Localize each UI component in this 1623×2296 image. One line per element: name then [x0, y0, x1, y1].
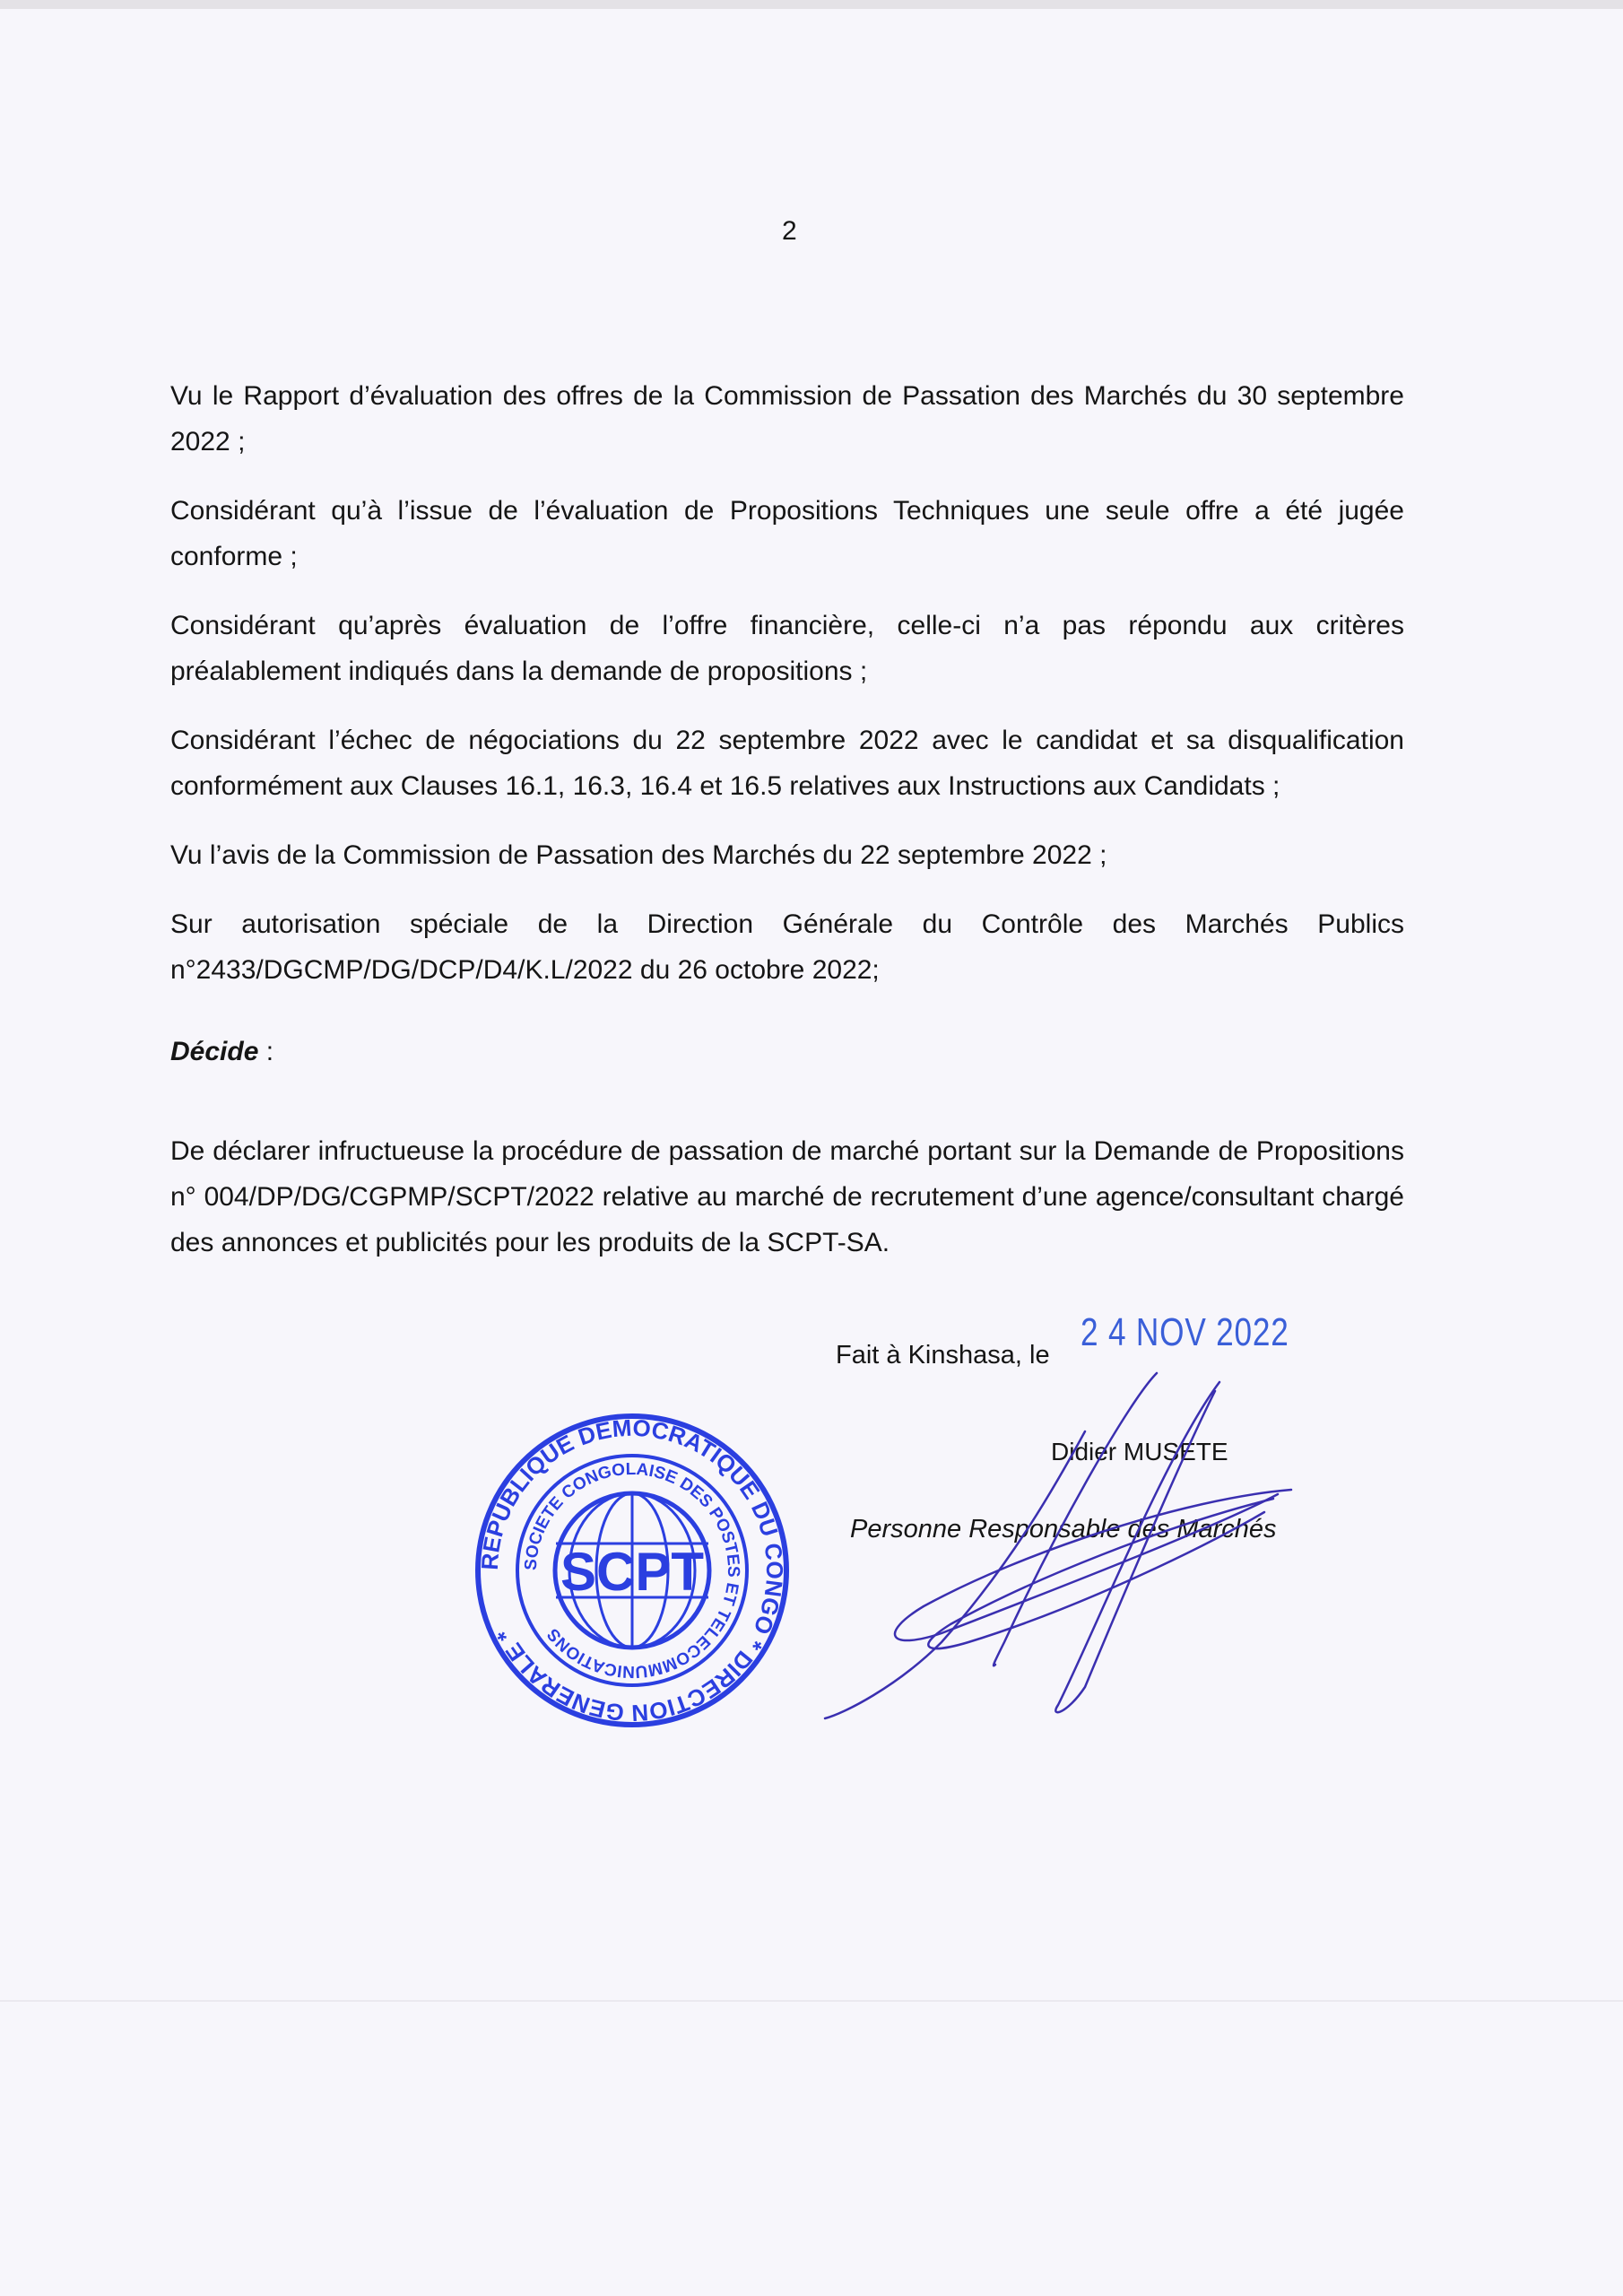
scan-fold-line — [0, 2000, 1623, 2002]
place-text: Fait à Kinshasa, le — [836, 1341, 1050, 1370]
decide-label: Décide — [170, 1037, 259, 1066]
paragraph-avis-commission: Vu l’avis de la Commission de Passation des Marchés du 22 septembre 2022 ; — [170, 840, 1107, 870]
decide-heading — [170, 1029, 1404, 1074]
paragraph-negociations: Considérant l’échec de négociations du 22 septembre 2022 avec le candidat et sa disqualification conformément aux Clauses 16.1, 16.3, 16.4 et 16.5 relatives aux Instructions aux Candidats ; — [170, 726, 1404, 801]
seal-outer-text: REPUBLIQUE DEMOCRATIQUE DU CONGO * DIRECTION GENERALE * — [475, 1413, 789, 1727]
seal-center-text: SCPT — [560, 1542, 705, 1602]
signature-block — [170, 1310, 1404, 1777]
signatory-role: Personne Responsable des Marchés — [850, 1515, 1277, 1544]
document-body — [170, 373, 1404, 1777]
decide-colon: : — [258, 1037, 274, 1066]
signatory-name: Didier MUSETE — [1051, 1438, 1228, 1465]
paragraph-decision: De déclarer infructueuse la procédure de passation de marché portant sur la Demande de Propositions n° 004/DP/DG/CGPMP/SCPT/2022 relative au marché de recrutement d’une agence/consultant chargé des annonces et publicités pour les produits de la SCPT-SA. — [170, 1136, 1404, 1257]
scan-edge — [0, 0, 1623, 9]
paragraph-offre-financiere: Considérant qu’après évaluation de l’offre financière, celle-ci n’a pas répondu aux critères préalablement indiqués dans la demande de propositions ; — [170, 611, 1404, 686]
page-number: 2 — [782, 216, 797, 246]
official-seal — [457, 1391, 816, 1750]
paragraph-propositions-techniques: Considérant qu’à l’issue de l’évaluation de Propositions Techniques une seule offre a été jugée conforme ; — [170, 496, 1404, 571]
date-stamp: 2 4 NOV 2022 — [1081, 1310, 1289, 1354]
paragraph-autorisation: Sur autorisation spéciale de la Direction Générale du Contrôle des Marchés Publics n°2433/DGCMP/DG/DCP/D4/K.L/2022 du 26 octobre 2022; — [170, 909, 1404, 985]
seal-inner-text: SOCIETE CONGOLAISE DES POSTES ET TELECOMMUNICATIONS — [521, 1459, 743, 1682]
paragraph-rapport: Vu le Rapport d’évaluation des offres de la Commission de Passation des Marchés du 30 septembre 2022 ; — [170, 381, 1404, 457]
